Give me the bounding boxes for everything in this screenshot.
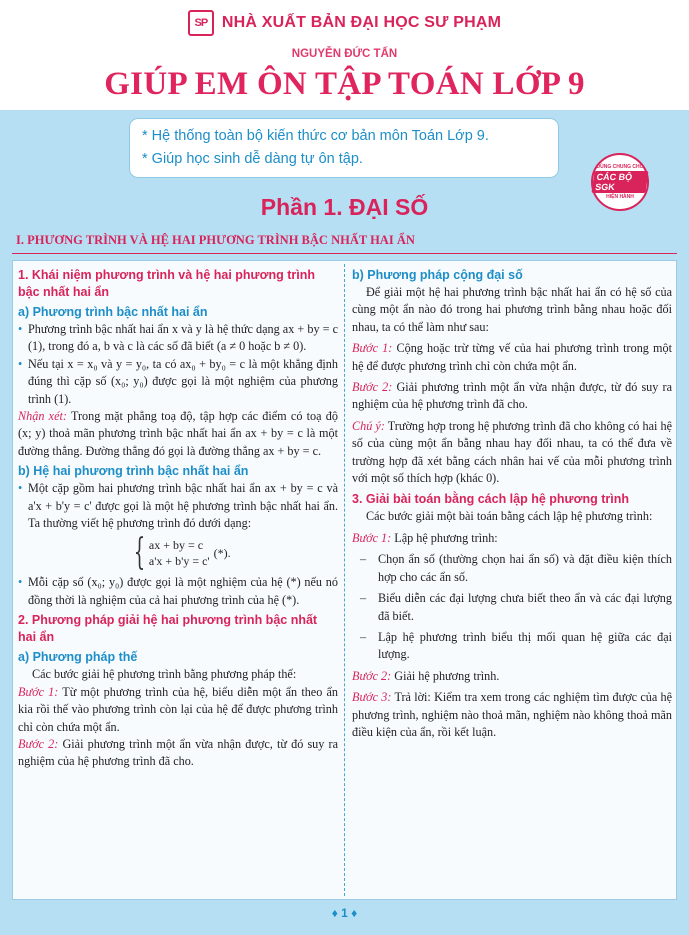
remark-text: Trong mặt phẳng toạ độ, tập hợp các điểm có toạ độ (x; y) thoả mãn phương trình bậc nhất hai ẩn ax + by = c là một đường thẳng. Đường thẳng đó gọi là đường thẳng ax + by = c. — [18, 409, 338, 458]
heading-addition: b) Phương pháp cộng đại số — [352, 268, 523, 282]
dash-item: – Lập hệ phương trình biểu thị mối quan hệ giữa các đại lượng. — [352, 629, 672, 664]
note-label: Chú ý: — [352, 418, 385, 433]
dash-item: – Biểu diễn các đại lượng chưa biết theo ẩn và các đại lượng đã biết. — [352, 590, 672, 625]
word-problem-step-3 — [352, 689, 672, 741]
feature-box — [129, 118, 559, 178]
step-label: Bước 2: — [18, 736, 59, 751]
note-text: Trường hợp trong hệ phương trình đã cho không có hai hệ số của cùng một ẩn bằng nhau hay đối nhau, ta có thể đưa về trường hợp đã xét bằng cách nhân hai vế của mỗi phương trình với một số thích hợp (khác 0). — [352, 418, 672, 486]
section-rule — [12, 253, 677, 254]
step-label: Bước 2: — [352, 380, 393, 395]
step-text: Cộng hoặc trừ từng vế của hai phương trình trong một hệ để được phương trình chỉ còn chứa một ẩn. — [352, 341, 672, 373]
step-text: Giải phương trình một ẩn vừa nhận được, từ đó suy ra nghiệm của hệ phương trình đã cho. — [352, 380, 672, 412]
step-text: Từ một phương trình của hệ, biểu diễn một ẩn theo ẩn kia rồi thế vào phương trình còn lại của hệ để được phương trình chỉ còn chứa một ẩn. — [18, 684, 338, 734]
page-number: ♦ 1 ♦ — [331, 906, 358, 920]
feature-item: * Giúp học sinh dễ dàng tự ôn tập. — [142, 151, 363, 167]
addition-step-1 — [352, 340, 672, 375]
heading-concept: 1. Khái niệm phương trình và hệ hai phương trình bậc nhất hai ẩn — [18, 268, 315, 299]
word-problem-step-1 — [352, 530, 672, 547]
feature-item: * Hệ thống toàn bộ kiến thức cơ bản môn Toán Lớp 9. — [142, 128, 489, 144]
equation-system — [128, 532, 338, 574]
heading-word-problem: 3. Giải bài toán bằng cách lập hệ phương trình — [352, 492, 629, 507]
system-line-1: ax + by = c — [148, 538, 204, 553]
part-title: Phần 1. ĐẠI SỐ — [260, 194, 429, 220]
heading-system: b) Hệ hai phương trình bậc nhất hai ẩn — [18, 464, 249, 479]
step-text: Giải hệ phương trình. — [394, 668, 500, 683]
word-problem-intro: Các bước giải một bài toán bằng cách lập hệ phương trình: — [366, 509, 653, 524]
publisher-name: NHÀ XUẤT BẢN ĐẠI HỌC SƯ PHẠM — [221, 14, 502, 31]
word-problem-step-2 — [352, 668, 672, 685]
bullet-solution: • Nếu tại x = x₀ và y = y₀, ta có ax₀ + by₀ = c là một khẳng định đúng thì cặp số (x₀; y₀) được gọi là một nghiệm của phương trình (1). — [18, 356, 338, 408]
book-title: GIÚP EM ÔN TẬP TOÁN LỚP 9 — [104, 66, 585, 102]
bullet-system-solution: • Mỗi cặp số (x₀; y₀) được gọi là một nghiệm của hệ (*) nếu nó đồng thời là nghiệm của cả hai phương trình của hệ (*). — [18, 574, 338, 609]
step-label: Bước 3: — [352, 690, 392, 705]
substitution-intro: Các bước giải hệ phương trình bằng phương pháp thế: — [32, 667, 297, 682]
right-column — [352, 264, 672, 741]
left-column — [18, 264, 338, 771]
step-label: Bước 1: — [352, 530, 392, 545]
author-name: NGUYỄN ĐỨC TẤN — [291, 48, 398, 60]
section-title: I. PHƯƠNG TRÌNH VÀ HỆ HAI PHƯƠNG TRÌNH BẬC NHẤT HAI ẨN — [16, 233, 415, 247]
heading-substitution: a) Phương pháp thế — [18, 650, 138, 665]
badge-line2: CÁC BỘ SGK — [591, 171, 648, 193]
substitution-step-2 — [18, 736, 338, 771]
step-text: Giải phương trình một ẩn vừa nhận được, từ đó suy ra nghiệm của hệ phương trình đã cho. — [18, 736, 338, 769]
substitution-step-1 — [18, 684, 338, 736]
addition-intro: Để giải một hệ hai phương trình bậc nhất hai ẩn có hệ số của cùng một ẩn nào đó trong hai phương trình bằng nhau hoặc đối nhau, ta có thể làm như sau: — [352, 285, 672, 334]
step-label: Bước 2: — [352, 668, 392, 683]
badge-line3: HIỆN HÀNH — [606, 194, 634, 200]
addition-note — [352, 418, 672, 488]
heading-methods: 2. Phương pháp giải hệ hai phương trình bậc nhất hai ẩn — [18, 613, 318, 645]
system-tag: (*). — [213, 546, 231, 561]
remark-label: Nhận xét: — [18, 409, 67, 424]
brace-icon: { — [133, 532, 146, 574]
badge-line1: DÙNG CHUNG CHO — [596, 164, 644, 170]
publisher-logo: SP — [188, 10, 214, 36]
heading-linear-equation: a) Phương trình bậc nhất hai ẩn — [18, 305, 208, 319]
step-label: Bước 1: — [352, 341, 393, 356]
step-text: Trả lời: Kiểm tra xem trong các nghiệm tìm được của hệ phương trình, nghiệm nào thoả mãn, nghiệm nào không thoả mãn điều kiện của ẩn, rồi kết luận. — [352, 690, 673, 739]
publisher-header — [0, 8, 689, 38]
step-text: Lập hệ phương trình: — [394, 530, 498, 545]
column-divider — [344, 264, 345, 896]
bullet-definition: • Phương trình bậc nhất hai ẩn x và y là hệ thức dạng ax + by = c (1), trong đó a, b và c là các số đã biết (a ≠ 0 hoặc b ≠ 0). — [18, 321, 338, 356]
step-label: Bước 1: — [18, 684, 59, 699]
remark — [18, 408, 338, 460]
addition-step-2 — [352, 379, 672, 414]
dash-item: – Chọn ẩn số (thường chọn hai ẩn số) và đặt điều kiện thích hợp cho các ẩn số. — [352, 551, 672, 586]
system-line-2: a'x + b'y = c' — [148, 554, 210, 569]
bullet-system-definition: • Một cặp gồm hai phương trình bậc nhất hai ẩn ax + by = c và a'x + b'y = c' được gọi là một hệ phương trình bậc nhất hai ẩn. Ta thường viết hệ phương trình đó dưới dạng: — [18, 480, 338, 532]
